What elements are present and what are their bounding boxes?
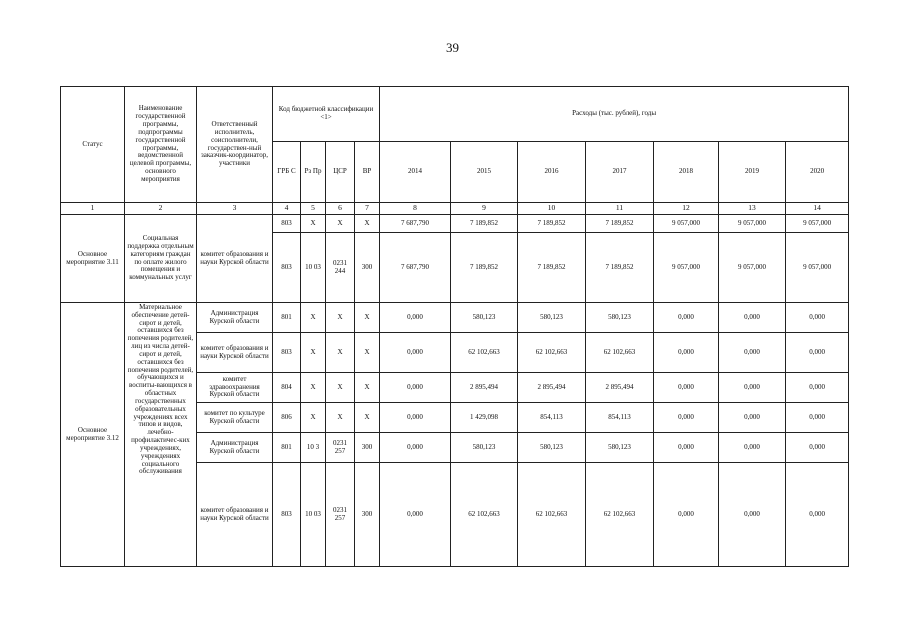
header-year: 2016 bbox=[518, 142, 586, 203]
grbs-cell: 801 bbox=[273, 303, 301, 333]
header-row bbox=[61, 87, 849, 142]
grbs-cell: 803 bbox=[273, 233, 301, 303]
header-year: 2019 bbox=[719, 142, 786, 203]
value-cell: 7 189,852 bbox=[451, 233, 518, 303]
header-year: 2017 bbox=[586, 142, 654, 203]
value-cell: 62 102,663 bbox=[518, 463, 586, 567]
value-cell: 0,000 bbox=[719, 333, 786, 373]
value-cell: 0,000 bbox=[654, 373, 719, 403]
value-cell: 62 102,663 bbox=[518, 333, 586, 373]
value-cell: 7 189,852 bbox=[586, 233, 654, 303]
value-cell: 62 102,663 bbox=[586, 333, 654, 373]
header-executor: Ответственный исполнитель, соисполнители, государствен-ный заказчик-координатор, участники bbox=[197, 87, 273, 203]
value-cell: 9 057,000 bbox=[719, 233, 786, 303]
value-cell: 0,000 bbox=[719, 373, 786, 403]
column-number: 6 bbox=[326, 203, 355, 215]
status-cell: Основное мероприятие 3.11 bbox=[61, 215, 125, 303]
vr-cell: 300 bbox=[355, 233, 380, 303]
column-number: 12 bbox=[654, 203, 719, 215]
value-cell: 0,000 bbox=[786, 373, 849, 403]
value-cell: 0,000 bbox=[380, 373, 451, 403]
value-cell: 0,000 bbox=[654, 303, 719, 333]
value-cell: 62 102,663 bbox=[451, 463, 518, 567]
value-cell: 0,000 bbox=[786, 463, 849, 567]
header-year: 2014 bbox=[380, 142, 451, 203]
value-cell: 2 895,494 bbox=[451, 373, 518, 403]
value-cell: 854,113 bbox=[518, 403, 586, 433]
value-cell: 0,000 bbox=[719, 433, 786, 463]
column-number: 5 bbox=[301, 203, 326, 215]
value-cell: 1 429,098 bbox=[451, 403, 518, 433]
executor-cell: комитет по культуре Курской области bbox=[197, 403, 273, 433]
csr-cell: X bbox=[326, 333, 355, 373]
column-number: 2 bbox=[125, 203, 197, 215]
value-cell: 9 057,000 bbox=[654, 233, 719, 303]
value-cell: 0,000 bbox=[719, 463, 786, 567]
executor-cell: Администрация Курской области bbox=[197, 433, 273, 463]
header-grbs: ГРБ С bbox=[273, 142, 301, 203]
header-budget-code: Код бюджетной классификации <1> bbox=[273, 87, 380, 142]
value-cell: 2 895,494 bbox=[586, 373, 654, 403]
vr-cell: 300 bbox=[355, 433, 380, 463]
header-name: Наименование государственной программы, подпрограммы государственной программы, ведомственной целевой программы, основного мероприятия bbox=[125, 87, 197, 203]
header-year: 2015 bbox=[451, 142, 518, 203]
column-number: 13 bbox=[719, 203, 786, 215]
grbs-cell: 803 bbox=[273, 333, 301, 373]
executor-cell: комитет образования и науки Курской области bbox=[197, 463, 273, 567]
vr-cell: X bbox=[355, 333, 380, 373]
value-cell: 0,000 bbox=[786, 403, 849, 433]
value-cell: 580,123 bbox=[451, 303, 518, 333]
rzpr-cell: 10 3 bbox=[301, 433, 326, 463]
value-cell: 580,123 bbox=[586, 303, 654, 333]
csr-cell: X bbox=[326, 303, 355, 333]
value-cell: 580,123 bbox=[518, 303, 586, 333]
executor-cell: комитет образования и науки Курской области bbox=[197, 215, 273, 303]
csr-cell: 0231 244 bbox=[326, 233, 355, 303]
header-year: 2018 bbox=[654, 142, 719, 203]
rzpr-cell: 10 03 bbox=[301, 233, 326, 303]
grbs-cell: 803 bbox=[273, 463, 301, 567]
executor-cell: комитет здравоохранения Курской области bbox=[197, 373, 273, 403]
header-rzpr: Рз Пр bbox=[301, 142, 326, 203]
value-cell: 0,000 bbox=[786, 333, 849, 373]
value-cell: 580,123 bbox=[451, 433, 518, 463]
value-cell: 0,000 bbox=[786, 303, 849, 333]
value-cell: 0,000 bbox=[654, 403, 719, 433]
value-cell: 9 057,000 bbox=[719, 215, 786, 233]
grbs-cell: 804 bbox=[273, 373, 301, 403]
header-year: 2020 bbox=[786, 142, 849, 203]
page-number: 39 bbox=[446, 40, 459, 55]
column-number: 1 bbox=[61, 203, 125, 215]
column-number: 3 bbox=[197, 203, 273, 215]
value-cell: 7 189,852 bbox=[586, 215, 654, 233]
vr-cell: X bbox=[355, 373, 380, 403]
grbs-cell: 803 bbox=[273, 215, 301, 233]
value-cell: 0,000 bbox=[719, 403, 786, 433]
value-cell: 0,000 bbox=[654, 463, 719, 567]
column-number: 7 bbox=[355, 203, 380, 215]
csr-cell: X bbox=[326, 403, 355, 433]
rzpr-cell: X bbox=[301, 373, 326, 403]
value-cell: 580,123 bbox=[586, 433, 654, 463]
value-cell: 7 687,790 bbox=[380, 233, 451, 303]
rzpr-cell: X bbox=[301, 215, 326, 233]
budget-table bbox=[60, 86, 849, 567]
vr-cell: X bbox=[355, 303, 380, 333]
vr-cell: X bbox=[355, 215, 380, 233]
rzpr-cell: X bbox=[301, 403, 326, 433]
csr-cell: 0231 257 bbox=[326, 433, 355, 463]
value-cell: 0,000 bbox=[380, 463, 451, 567]
value-cell: 62 102,663 bbox=[586, 463, 654, 567]
value-cell: 7 687,790 bbox=[380, 215, 451, 233]
value-cell: 0,000 bbox=[786, 433, 849, 463]
value-cell: 62 102,663 bbox=[451, 333, 518, 373]
column-number-row bbox=[61, 203, 849, 215]
column-number: 9 bbox=[451, 203, 518, 215]
measure-name-cell: Материальное обеспечение детей-сирот и детей, оставшихся без попечения родителей, лиц из числа детей-сирот и детей, оставшихся без попечения родителей, обучающихся и воспиты-вающихся в областных государственных образовательных учреждениях всех типов и видов, лечебно-профилактичес-ких учреждениях, учреждениях социального обслуживания bbox=[125, 303, 197, 567]
header-vr: ВР bbox=[355, 142, 380, 203]
value-cell: 9 057,000 bbox=[786, 233, 849, 303]
value-cell: 7 189,852 bbox=[518, 215, 586, 233]
table-row bbox=[61, 215, 849, 233]
vr-cell: X bbox=[355, 403, 380, 433]
value-cell: 0,000 bbox=[719, 303, 786, 333]
executor-cell: Администрация Курской области bbox=[197, 303, 273, 333]
vr-cell: 300 bbox=[355, 463, 380, 567]
header-expenses: Расходы (тыс. рублей), годы bbox=[380, 87, 849, 142]
value-cell: 0,000 bbox=[380, 403, 451, 433]
value-cell: 9 057,000 bbox=[654, 215, 719, 233]
status-cell: Основное мероприятие 3.12 bbox=[61, 303, 125, 567]
rzpr-cell: X bbox=[301, 303, 326, 333]
table-row bbox=[61, 303, 849, 333]
column-number: 4 bbox=[273, 203, 301, 215]
header-status: Статус bbox=[61, 87, 125, 203]
value-cell: 2 895,494 bbox=[518, 373, 586, 403]
column-number: 14 bbox=[786, 203, 849, 215]
rzpr-cell: X bbox=[301, 333, 326, 373]
value-cell: 0,000 bbox=[654, 333, 719, 373]
value-cell: 0,000 bbox=[380, 333, 451, 373]
grbs-cell: 801 bbox=[273, 433, 301, 463]
value-cell: 7 189,852 bbox=[451, 215, 518, 233]
grbs-cell: 806 bbox=[273, 403, 301, 433]
column-number: 11 bbox=[586, 203, 654, 215]
value-cell: 0,000 bbox=[380, 433, 451, 463]
value-cell: 580,123 bbox=[518, 433, 586, 463]
rzpr-cell: 10 03 bbox=[301, 463, 326, 567]
value-cell: 854,113 bbox=[586, 403, 654, 433]
executor-cell: комитет образования и науки Курской области bbox=[197, 333, 273, 373]
value-cell: 9 057,000 bbox=[786, 215, 849, 233]
value-cell: 0,000 bbox=[380, 303, 451, 333]
column-number: 8 bbox=[380, 203, 451, 215]
value-cell: 0,000 bbox=[654, 433, 719, 463]
csr-cell: X bbox=[326, 373, 355, 403]
measure-name-cell: Социальная поддержка отдельным категориям граждан по оплате жилого помещения и коммунальных услуг bbox=[125, 215, 197, 303]
value-cell: 7 189,852 bbox=[518, 233, 586, 303]
csr-cell: X bbox=[326, 215, 355, 233]
csr-cell: 0231 257 bbox=[326, 463, 355, 567]
header-csr: ЦСР bbox=[326, 142, 355, 203]
column-number: 10 bbox=[518, 203, 586, 215]
